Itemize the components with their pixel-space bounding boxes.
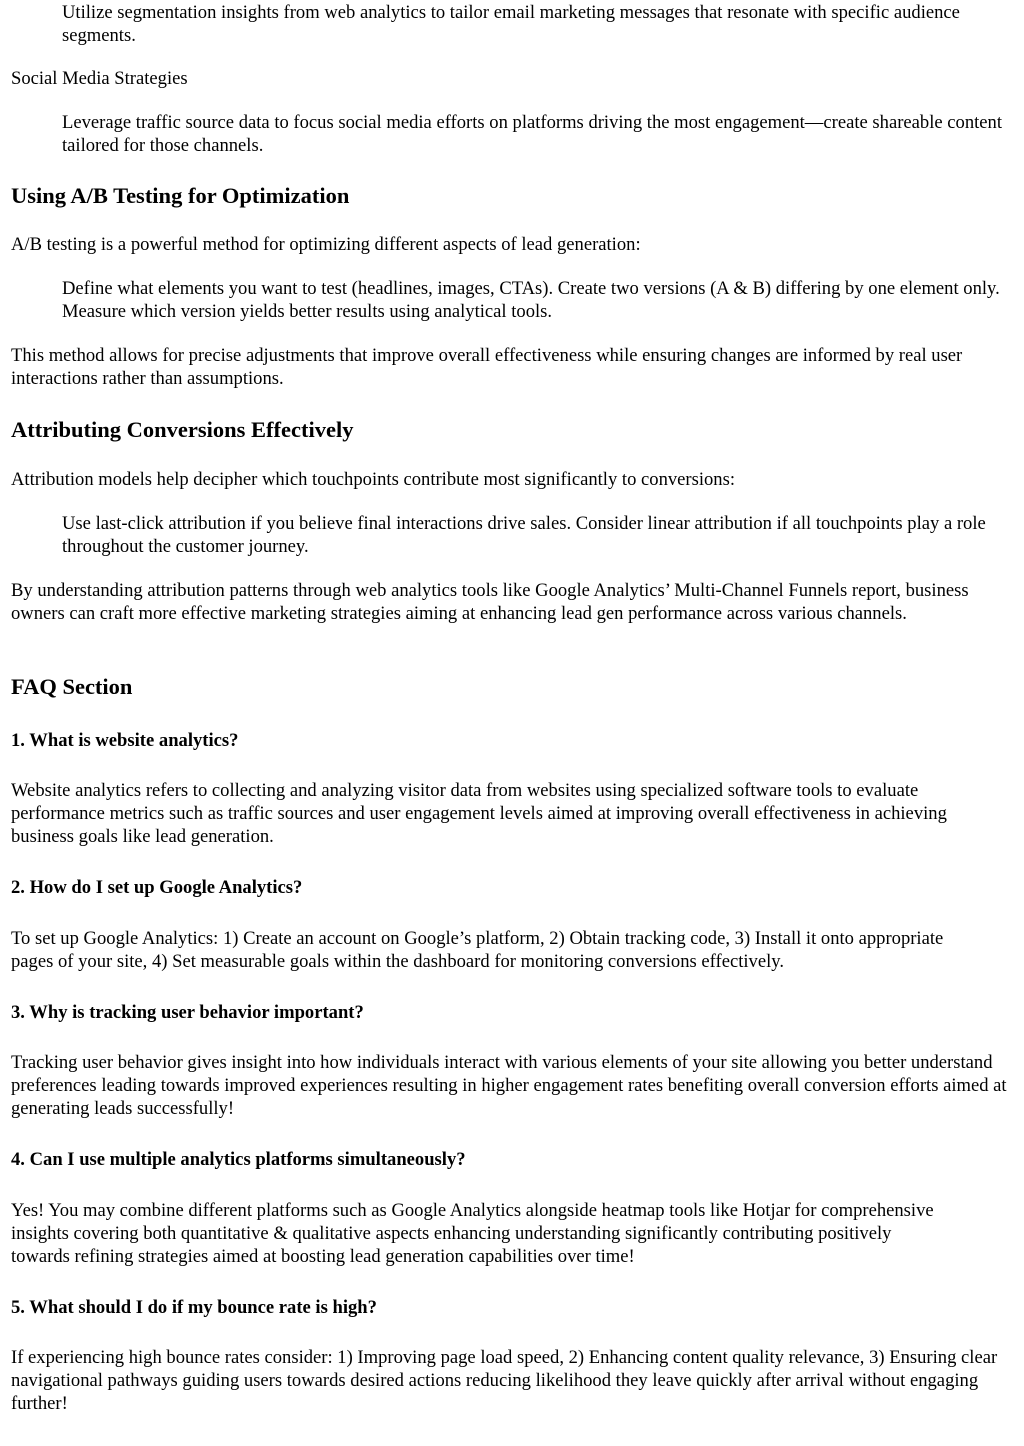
ab-testing-heading: Using A/B Testing for Optimization [11,183,350,208]
faq-question-4: 4. Can I use multiple analytics platforms simultaneously? [11,1149,466,1170]
ab-testing-outro: This method allows for precise adjustments that improve overall effectiveness while ensuring changes are informed by real user interactions rather than assumptions. [11,345,963,389]
attribution-intro: Attribution models help decipher which touchpoints contribute most significantly to conversions: [11,469,736,490]
faq-answer-2: To set up Google Analytics: 1) Create an account on Google’s platform, 2) Obtain tracking code, 3) Install it onto appropriate pages of your site, 4) Set measurable goals within the dashboard for monitoring conversions effectively. [11,928,944,972]
faq-question-2: 2. How do I set up Google Analytics? [11,877,303,898]
attribution-outro: By understanding attribution patterns through web analytics tools like Google Analytics’ Multi-Channel Funnels report, business owners can craft more effective marketing strategies aiming at enhancing lead gen performance across various channels. [11,580,969,624]
attribution-heading: Attributing Conversions Effectively [11,417,354,442]
faq-question-3: 3. Why is tracking user behavior important? [11,1002,364,1023]
social-media-text: Leverage traffic source data to focus social media efforts on platforms driving the most engagement—create shareable content tailored for those channels. [62,112,1002,156]
faq-question-5: 5. What should I do if my bounce rate is high? [11,1297,377,1318]
faq-heading: FAQ Section [11,674,133,699]
attribution-models: Use last-click attribution if you believe final interactions drive sales. Consider linear attribution if all touchpoints play a role throughout the customer journey. [62,513,986,557]
social-media-label: Social Media Strategies [11,68,188,89]
ab-testing-intro: A/B testing is a powerful method for optimizing different aspects of lead generation: [11,234,641,255]
email-strategy-text: Utilize segmentation insights from web analytics to tailor email marketing messages that resonate with specific audience segments. [62,2,960,46]
ab-testing-steps: Define what elements you want to test (headlines, images, CTAs). Create two versions (A & B) differing by one element only. Measure which version yields better results using analytical tools. [62,278,1000,322]
faq-answer-5: If experiencing high bounce rates consider: 1) Improving page load speed, 2) Enhancing content quality relevance, 3) Ensuring clear navigational pathways guiding users towards desired actions reducing likelihood they leave quickly after arrival without engaging further! [11,1347,998,1414]
faq-answer-3: Tracking user behavior gives insight into how individuals interact with various elements of your site allowing you better understand preferences leading towards improved experiences resulting in higher engagement rates benefiting overall conversion efforts aimed at generating leads successfully! [11,1052,1007,1119]
faq-answer-1: Website analytics refers to collecting and analyzing visitor data from websites using specialized software tools to evaluate performance metrics such as traffic sources and user engagement levels aimed at improving overall effectiveness in achieving business goals like lead generation. [11,780,947,847]
faq-question-1: 1. What is website analytics? [11,730,239,751]
faq-answer-4: Yes! You may combine different platforms such as Google Analytics alongside heatmap tools like Hotjar for comprehensive insights covering both quantitative & qualitative aspects enhancing understanding significantly contributing positively towards refining strategies aimed at boosting lead generation capabilities over time! [11,1200,934,1267]
